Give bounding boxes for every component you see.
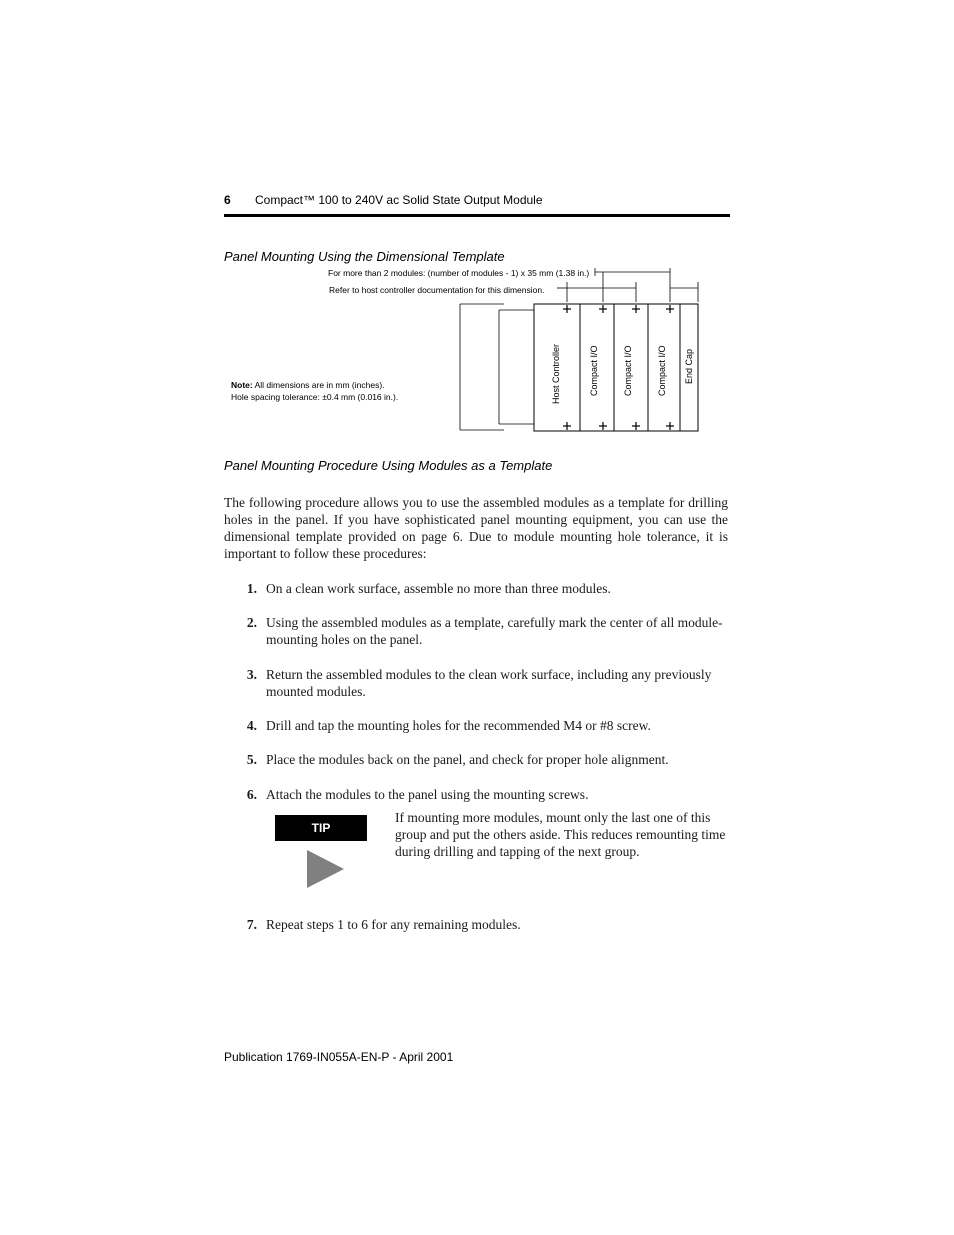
- dimension-note-host-controller: Refer to host controller documentation for this dimension.: [329, 285, 545, 295]
- note-label: Note:: [231, 380, 253, 390]
- tip-text: If mounting more modules, mount only the last one of this group and put the others aside. This reduces remounting time during drilling and tapping of the next group.: [395, 810, 726, 859]
- step-number: 5.: [246, 752, 257, 767]
- section-heading-modules-template: Panel Mounting Procedure Using Modules as a Template: [224, 458, 553, 473]
- tip-arrow-icon: [306, 849, 346, 889]
- step-number: 4.: [246, 718, 257, 733]
- dimension-note-module-spacing: For more than 2 modules: (number of modules - 1) x 35 mm (1.38 in.): [328, 268, 590, 278]
- module-label-compact-io-2: Compact I/O: [623, 345, 633, 396]
- module-label-host-controller: Host Controller: [551, 343, 561, 404]
- step-number: 2.: [246, 615, 257, 630]
- step-number: 3.: [246, 667, 257, 682]
- step-text: Using the assembled modules as a template, carefully mark the center of all module-mounting holes on the panel.: [266, 615, 723, 647]
- header-rule: [224, 214, 730, 217]
- running-header-title: Compact™ 100 to 240V ac Solid State Output Module: [255, 193, 543, 207]
- publication-footer: Publication 1769-IN055A-EN-P - April 2001: [224, 1050, 454, 1064]
- dimensional-template-diagram: [224, 262, 704, 437]
- step-text: Place the modules back on the panel, and check for proper hole alignment.: [266, 752, 669, 767]
- step-text: On a clean work surface, assemble no more than three modules.: [266, 581, 611, 596]
- step-text: Attach the modules to the panel using the mounting screws.: [266, 787, 589, 802]
- diagram-tolerance-note: Hole spacing tolerance: ±0.4 mm (0.016 in.).: [231, 392, 399, 402]
- page-number: 6: [224, 193, 231, 207]
- module-label-compact-io-3: Compact I/O: [657, 345, 667, 396]
- tip-label: TIP: [275, 815, 367, 841]
- step-text: Drill and tap the mounting holes for the recommended M4 or #8 screw.: [266, 718, 651, 733]
- height-dimension-lines: [460, 304, 534, 430]
- step-text: Repeat steps 1 to 6 for any remaining modules.: [266, 917, 521, 932]
- note-text: All dimensions are in mm (inches).: [252, 380, 385, 390]
- section-heading-dimensional-template: Panel Mounting Using the Dimensional Template: [224, 249, 505, 264]
- intro-paragraph: The following procedure allows you to use the assembled modules as a template for drilling holes in the panel. If you have sophisticated panel mounting equipment, you can use the dimensional template provided on page 6. Due to module mounting hole tolerance, it is important to follow these procedures:: [224, 495, 728, 561]
- module-label-end-cap: End Cap: [684, 348, 694, 384]
- module-label-compact-io-1: Compact I/O: [589, 345, 599, 396]
- step-text: Return the assembled modules to the clean work surface, including any previously mounted modules.: [266, 667, 712, 699]
- step-number: 7.: [246, 917, 257, 932]
- step-number: 1.: [246, 581, 257, 596]
- diagram-note: [231, 380, 385, 390]
- step-number: 6.: [246, 787, 257, 802]
